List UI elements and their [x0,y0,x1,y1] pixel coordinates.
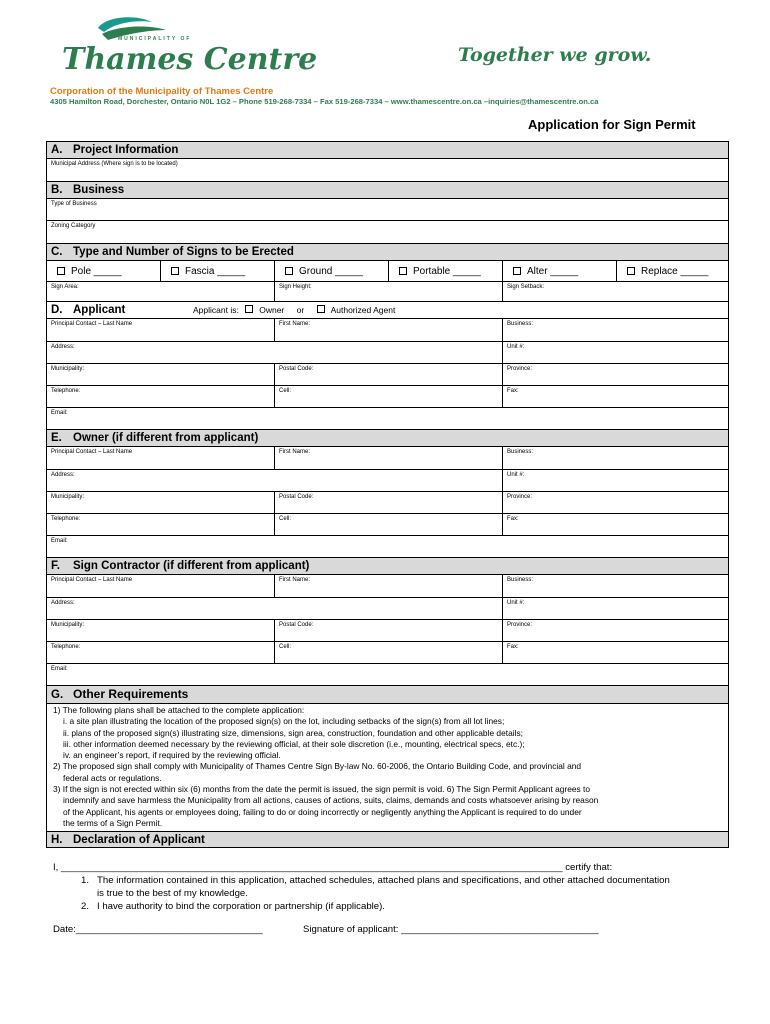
d-business-field[interactable]: Business: [507,321,534,327]
option-replace[interactable]: Replace _____ [617,261,728,281]
f-postal-field[interactable]: Postal Code: [275,620,503,641]
org-name: Corporation of the Municipality of Thames Centre [50,86,274,97]
d-municipality-field[interactable]: Municipality: [47,364,275,385]
e-postal-field[interactable]: Postal Code: [275,492,503,513]
f-first-name-field[interactable]: First Name: [275,575,503,597]
sign-setback-field[interactable]: Sign Setback: [507,284,545,290]
e-municipality-field[interactable]: Municipality: [47,492,275,513]
option-portable[interactable]: Portable _____ [389,261,503,281]
f-address-field[interactable]: Address: [47,598,503,619]
f-province-field[interactable]: Province: [507,622,533,628]
zoning-category-field[interactable]: Zoning Category [51,223,96,229]
req-line: federal acts or regulations. [63,772,162,783]
section-f-header: F. Sign Contractor (if different from applicant) [46,557,729,574]
checkbox-icon[interactable] [513,267,521,275]
d-principal-field[interactable]: Principal Contact – Last Name [47,319,275,341]
declaration [53,861,673,936]
f-unit-field[interactable]: Unit #: [507,600,525,606]
other-requirements [46,703,729,831]
e-unit-field[interactable]: Unit #: [507,472,525,478]
agent-checkbox[interactable] [317,305,325,313]
f-email-field[interactable]: Email: [51,666,68,672]
e-telephone-field[interactable]: Telephone: [47,514,275,535]
option-ground[interactable]: Ground _____ [275,261,389,281]
f-principal-field[interactable]: Principal Contact – Last Name [47,575,275,597]
section-g-header: G. Other Requirements [46,685,729,703]
contact-line: 4305 Hamilton Road, Dorchester, Ontario N0L 1G2 – Phone 519-268-7334 – Fax 519-268-7334 – www.thamescentre.on.ca –inquiries@thamescentre.on.ca [50,97,599,106]
option-pole[interactable]: Pole _____ [47,261,161,281]
req-line: 3) If the sign is not erected within six (6) months from the date the permit is issued, the sign permit is void. 6) The Sign Permit Applicant agrees to [53,784,591,795]
applicant-type: Applicant is: Owner or Authorized Agent [193,305,396,315]
logo-name: Thames Centre [62,42,318,77]
section-c-header: C. Type and Number of Signs to be Erected [46,243,729,260]
e-province-field[interactable]: Province: [507,494,533,500]
e-business-field[interactable]: Business: [507,449,534,455]
declaration-item: 2. I have authority to bind the corporation or partnership (if applicable). [80,901,385,912]
municipality-logo [56,8,318,80]
f-municipality-field[interactable]: Municipality: [47,620,275,641]
section-a-header: A. Project Information [46,141,729,158]
f-fax-field[interactable]: Fax: [507,644,519,650]
section-h-header: H. Declaration of Applicant [46,831,729,848]
e-address-field[interactable]: Address: [47,470,503,491]
certify-line[interactable]: I, ______________________________________________________________________________________________ certify that: [53,862,613,873]
d-email-field[interactable]: Email: [51,410,68,416]
page-title: Application for Sign Permit [528,117,696,132]
sign-type-options [46,260,729,281]
permit-form [46,141,729,848]
logo-small-text: MUNICIPALITY OF [118,36,192,42]
checkbox-icon[interactable] [627,267,635,275]
d-address-field[interactable]: Address: [47,342,503,363]
e-first-name-field[interactable]: First Name: [275,447,503,469]
req-line: the terms of a Sign Permit. [63,817,163,828]
e-cell-field[interactable]: Cell: [275,514,503,535]
signature-field[interactable]: Signature of applicant: _____________________________________ [303,924,599,935]
f-cell-field[interactable]: Cell: [275,642,503,663]
d-unit-field[interactable]: Unit #: [507,344,525,350]
checkbox-icon[interactable] [399,267,407,275]
checkbox-icon[interactable] [285,267,293,275]
f-telephone-field[interactable]: Telephone: [47,642,275,663]
req-line: 1) The following plans shall be attached to the complete application: [53,705,305,715]
sign-height-field[interactable]: Sign Height: [275,282,503,301]
option-alter[interactable]: Alter _____ [503,261,617,281]
date-field[interactable]: Date:___________________________________ [53,924,263,935]
req-line: of the Applicant, his agents or employees doing, failing to do or doing incorrectly or negligently anything the Applicant is required to do under [63,806,582,817]
e-principal-field[interactable]: Principal Contact – Last Name [47,447,275,469]
req-line: i. a site plan illustrating the location of the proposed sign(s) on the lot, including setbacks of the sign(s) from all lot lines; [63,716,505,727]
d-fax-field[interactable]: Fax: [507,388,519,394]
req-line: 2) The proposed sign shall comply with Municipality of Thames Centre Sign By-law No. 60-2006, the Ontario Building Code, and provincial and [53,761,582,772]
business-type-field[interactable]: Type of Business [51,201,97,207]
sign-area-field[interactable]: Sign Area: [47,282,275,301]
req-line: ii. plans of the proposed sign(s) illustrating size, dimensions, sign area, construction, foundation and other applicable details; [63,727,523,738]
owner-checkbox[interactable] [245,305,253,313]
req-line: indemnify and save harmless the Municipality from all actions, causes of actions, suits, claims, demands and costs whatsoever arising by reason [63,795,599,806]
signature-row [53,923,673,936]
checkbox-icon[interactable] [171,267,179,275]
d-province-field[interactable]: Province: [507,366,533,372]
d-first-name-field[interactable]: First Name: [275,319,503,341]
tagline: Together we grow. [458,44,652,66]
e-email-field[interactable]: Email: [51,538,68,544]
e-fax-field[interactable]: Fax: [507,516,519,522]
declaration-item: 1. The information contained in this application, attached schedules, attached plans and specifications, and other attached documentation is true to the best of my knowledge. [80,875,670,899]
section-d-header: D. Applicant Applicant is: Owner or Authorized Agent [46,301,729,318]
municipal-address-field[interactable]: Municipal Address (Where sign is to be located) [51,161,178,167]
option-fascia[interactable]: Fascia _____ [161,261,275,281]
d-cell-field[interactable]: Cell: [275,386,503,407]
section-e-header: E. Owner (if different from applicant) [46,429,729,446]
d-postal-field[interactable]: Postal Code: [275,364,503,385]
section-b-header: B. Business [46,181,729,198]
f-business-field[interactable]: Business: [507,577,534,583]
d-telephone-field[interactable]: Telephone: [47,386,275,407]
checkbox-icon[interactable] [57,267,65,275]
req-line: iii. other information deemed necessary by the reviewing official, at their sole discretion (i.e., mounting, electrical specs, etc.); [63,738,525,749]
req-line: iv. an engineer’s report, if required by the reviewing official. [63,750,281,761]
